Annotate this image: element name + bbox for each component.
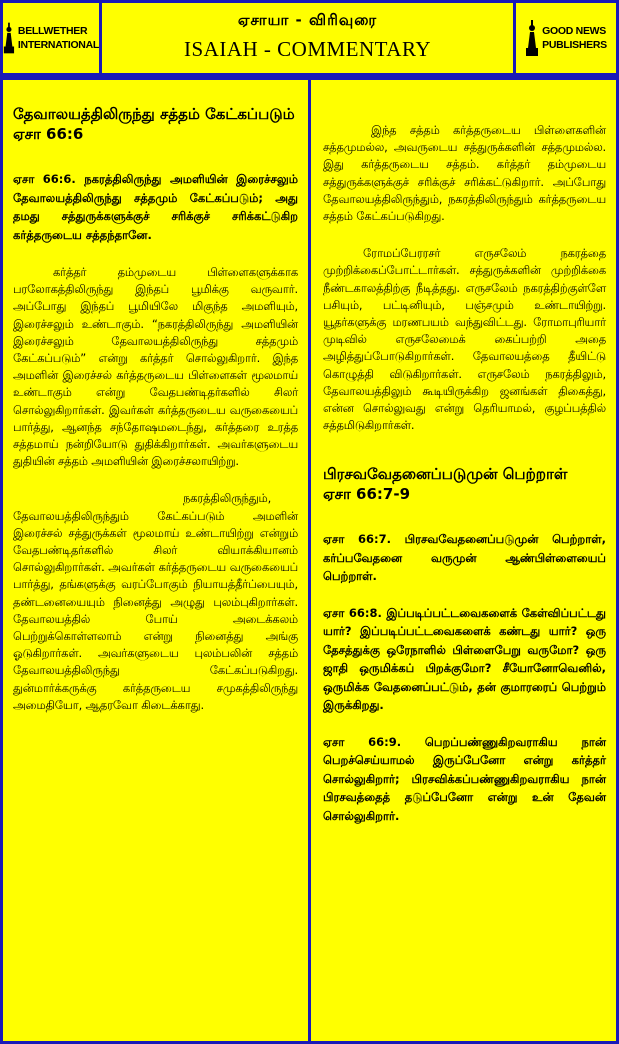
title-tamil: ஏசாயா - விரிவுரை xyxy=(237,11,378,29)
section-reference: ஏசா 66:7-9 xyxy=(323,485,411,504)
good-news-logo xyxy=(516,3,616,73)
section-title: பிரசவவேதனைப்படுமுன் பெற்றாள் xyxy=(323,465,568,484)
commentary-paragraph: ரோமப்பேரரசர் எருசலேம் நகரத்தை முற்றிக்கைப்போட்டார்கள். சத்துருக்களின் முற்றிக்கை நீண்டகாலத்திற்கு நீடித்தது. எருசலேம் நகரத்திற்குள்ளே பசியும், பட்டினியும், பஞ்சமும் உண்டாயிற்று. யூதர்களுக்கு மரணபயம் வந்துவிட்டது. ரோமாபுரியார் முடிவில் எருசலேமைக் கைப்பற்றி அதை அழித்துப்போடுகிறார்கள். தேவாலயத்தை தீயிட்டு கொழுத்தி விடுகிறார்கள். எருசலேம் நகரத்திலும், தேவாலயத்திலும் கூடியிருக்கிற ஜனங்கள் திகைத்து, என்ன சொல்லுவது என்று தெரியாமல், குழப்பத்தில் சத்தமிடுகிறார்கள். xyxy=(323,246,606,433)
logo-line1: GOOD NEWS xyxy=(542,25,606,37)
book-person-icon xyxy=(3,18,15,58)
verse-text: ஏசா 66:6. நகரத்திலிருந்து அமளியின் இரைச்சலும் தேவாலயத்திலிருந்து சத்தமும் கேட்கப்படும்; அது தமது சத்துருக்களுக்குச் சரிக்குச் சரிக்கட்டுகிற கர்த்தருடைய சத்தந்தானே. xyxy=(13,172,298,242)
left-column xyxy=(3,80,308,1041)
verse-text: ஏசா 66:7. பிரசவவேதனைப்படுமுன் பெற்றாள், கர்ப்பவேதனை வருமுன் ஆண்பிள்ளையைப் பெற்றாள். xyxy=(323,532,606,584)
verse-text: ஏசா 66:9. பெறப்பண்ணுகிறவராகிய நான் பெறச்செய்யாமல் இருப்பேனோ என்று கர்த்தர் சொல்லுகிறார்; பிரசவிக்கப்பண்ணுகிறவராகிய நான் பிரசவத்தைத் தடுப்பேனோ என்று உன் தேவன் சொல்லுகிறார். xyxy=(323,734,606,823)
logo-line2: PUBLISHERS xyxy=(542,39,607,51)
section-title: தேவாலயத்திலிருந்து சத்தம் கேட்கப்படும் xyxy=(13,105,295,123)
commentary-paragraph: நகரத்திலிருந்தும், தேவாலயத்திலிருந்தும் கேட்கப்படும் அமளின் இரைச்சல் சத்துருக்கள் மூலமாய் உண்டாயிற்று என்றும் வேதபண்டிதர்களில் சிலர் வியாக்கியானம் சொல்லுகிறார்கள். அவர்கள் கர்த்தருடைய வருகையைப் பார்த்து, தங்களுக்கு வரப்போகும் நியாயத்தீர்ப்பையும், தண்டனையையும் நினைத்து அழுது புலம்புகிறார்கள். தேவாலயத்தில் போய் அடைக்கலம் பெற்றுக்கொள்ளலாம் என்று நினைத்து அங்கு ஓடுகிறார்கள். அவர்களுடைய புலம்பலின் சத்தம் தேவாலயத்திலிருந்து கேட்கப்படுகிறது. துன்மார்க்கருக்கு கர்த்தருடைய சமுகத்திலிருந்து அமைதியோ, ஆதரவோ கிடைக்காது. xyxy=(13,491,298,712)
logo-line1: BELLWETHER xyxy=(17,25,88,37)
right-column xyxy=(311,80,616,1041)
logo-line2: INTERNATIONAL xyxy=(17,39,99,51)
commentary-paragraph: இந்த சத்தம் கர்த்தருடைய பிள்ளைகளின் சத்தமுமல்ல, அவருடைய சத்துருக்களின் சத்தமுமல்ல. இது கர்த்தருடைய சத்தம். கர்த்தர் தம்முடைய சத்துருக்களுக்குச் சரிக்குச் சரிக்கட்டுகிறார். அப்போது தேவாலயத்திலிருந்தும், நகரத்திலிருந்தும் கர்த்தருடைய சத்தம் கேட்கப்படுகிறது. xyxy=(323,123,606,224)
commentary-paragraph: கர்த்தர் தம்முடைய பிள்ளைகளுக்காக பரலோகத்திலிருந்து இந்தப் பூமிக்கு வருவார். அப்போது இந்தப் பூமியிலே மிகுந்த அமளியும், இரைச்சலும் உண்டாகும். “நகரத்திலிருந்து அமளியின் இரைச்சலும் தேவாலயத்திலிருந்து சத்தமும் கேட்கப்படும்” என்று கர்த்தர் சொல்லுகிறார். இந்த அமளின் இரைச்சல் கர்த்தருடைய பிள்ளைகள் மூலமாய் உண்டாகும் என்று வேதபண்டிதர்களில் சிலர் சொல்லுகிறார்கள். இவர்கள் கர்த்தருடைய வருகையைப் பார்த்து, ஆனந்த சந்தோஷமடைந்து, கர்த்தரை உரத்த சத்தமாய் நன்றியோடு துதிக்கிறார்கள். அவர்களுடைய துதியின் சத்தம் அமளியின் இரைச்சலாயிற்று. xyxy=(13,265,298,469)
section-reference: ஏசா 66:6 xyxy=(13,125,84,143)
bellwether-logo xyxy=(3,3,99,73)
book-person-icon xyxy=(525,18,539,58)
title-english: ISAIAH - COMMENTARY xyxy=(184,37,431,61)
page-header xyxy=(102,3,513,73)
verse-text: ஏசா 66:8. இப்படிப்பட்டவைகளைக் கேள்விப்பட்டது யார்? இப்படிப்பட்டவைகளைக் கண்டது யார்? ஒரு தேசத்துக்கு ஒரேநாளில் பிள்ளைபேறு வருமோ? ஒரு ஜாதி ஒருமிக்கப் பிறக்குமோ? சீயோனோவெனில், ஒருமிக்க வேதனைப்பட்டும், தன் குமாரரைப் பெற்றும் இருக்கிறது. xyxy=(323,605,606,713)
